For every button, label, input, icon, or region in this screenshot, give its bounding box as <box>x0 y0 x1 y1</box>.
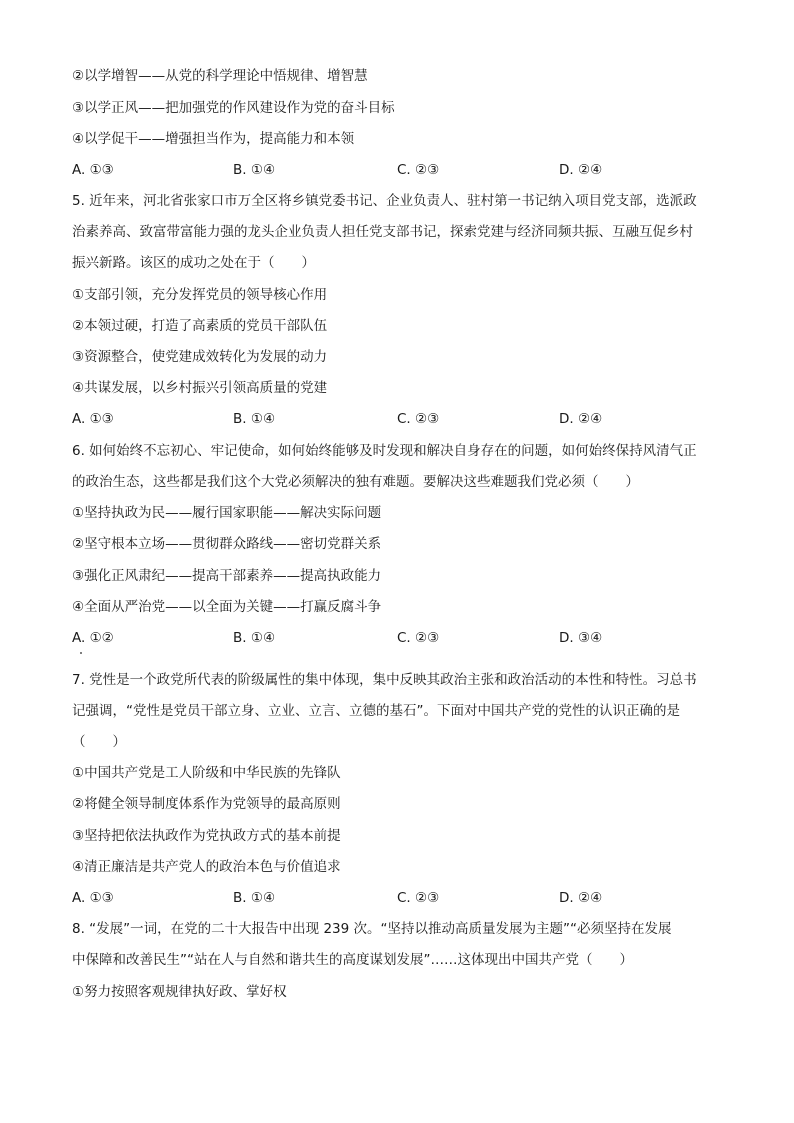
q8-stem-line-1: 8. “发展”一词，在党的二十大报告中出现 239 次。“坚持以推动高质量发展为主题”“必须坚持在发展 <box>72 921 672 937</box>
q4-option-c[interactable]: C. ②③ <box>397 162 440 178</box>
q7-option-c[interactable]: C. ②③ <box>397 890 440 906</box>
q4-option-d[interactable]: D. ②④ <box>559 162 603 178</box>
q5-option-c[interactable]: C. ②③ <box>397 411 440 427</box>
q5-item-4: ④共谋发展，以乡村振兴引领高质量的党建 <box>72 380 328 396</box>
q6-option-d[interactable]: D. ③④ <box>559 630 603 646</box>
q4-item-2: ②以学增智——从党的科学理论中悟规律、增智慧 <box>72 68 368 84</box>
q7-option-a[interactable]: A. ①③ <box>72 890 114 906</box>
q7-item-4: ④清正廉洁是共产党人的政治本色与价值追求 <box>72 859 341 875</box>
q8-stem-line-2: 中保障和改善民生”“站在人与自然和谐共生的高度谋划发展”……这体现出中国共产党（ ） <box>72 952 633 968</box>
q5-stem-line-1: 5. 近年来，河北省张家口市万全区将乡镇党委书记、企业负责人、驻村第一书记纳入项目党支部，选派政 <box>72 193 697 209</box>
q6-item-2: ②坚守根本立场——贯彻群众路线——密切党群关系 <box>72 536 382 552</box>
q7-stem-line-2: 记强调，“党性是党员干部立身、立业、立言、立德的基石”。下面对中国共产党的党性的认识正确的是 <box>72 703 680 719</box>
q4-item-4: ④以学促干——增强担当作为，提高能力和本领 <box>72 131 355 147</box>
q7-stem-line-1: 7. 党性是一个政党所代表的阶级属性的集中体现，集中反映其政治主张和政治活动的本性和特性。习总书 <box>72 672 697 688</box>
q5-item-2: ②本领过硬，打造了高素质的党员干部队伍 <box>72 318 328 334</box>
q6-item-1: ①坚持执政为民——履行国家职能——解决实际问题 <box>72 505 382 521</box>
q7-stem-line-3: （ ） <box>72 734 126 750</box>
q5-stem-line-3: 振兴新路。该区的成功之处在于（ ） <box>72 255 315 271</box>
q6-item-4: ④全面从严治党——以全面为关键——打赢反腐斗争 <box>72 599 382 615</box>
stray-dot <box>80 652 82 654</box>
q6-option-b[interactable]: B. ①④ <box>233 630 276 646</box>
q7-option-b[interactable]: B. ①④ <box>233 890 276 906</box>
q6-stem-line-2: 的政治生态，这些都是我们这个大党必须解决的独有难题。要解决这些难题我们党必须（ ） <box>72 474 639 490</box>
q5-item-3: ③资源整合，使党建成效转化为发展的动力 <box>72 349 328 365</box>
q4-item-3: ③以学正风——把加强党的作风建设作为党的奋斗目标 <box>72 100 395 116</box>
q6-options <box>72 628 712 648</box>
q5-options <box>72 409 712 429</box>
q4-options <box>72 160 712 180</box>
q5-item-1: ①支部引领，充分发挥党员的领导核心作用 <box>72 287 328 303</box>
q7-item-3: ③坚持把依法执政作为党执政方式的基本前提 <box>72 828 341 844</box>
q5-option-a[interactable]: A. ①③ <box>72 411 114 427</box>
q4-option-b[interactable]: B. ①④ <box>233 162 276 178</box>
q5-option-b[interactable]: B. ①④ <box>233 411 276 427</box>
q6-option-c[interactable]: C. ②③ <box>397 630 440 646</box>
q4-option-a[interactable]: A. ①③ <box>72 162 114 178</box>
q5-stem-line-2: 治素养高、致富带富能力强的龙头企业负责人担任党支部书记，探索党建与经济同频共振、互融互促乡村 <box>72 224 693 240</box>
q6-item-3: ③强化正风肃纪——提高干部素养——提高执政能力 <box>72 568 382 584</box>
q7-option-d[interactable]: D. ②④ <box>559 890 603 906</box>
q8-item-1: ①努力按照客观规律执好政、掌好权 <box>72 984 287 1000</box>
q6-stem-line-1: 6. 如何始终不忘初心、牢记使命，如何始终能够及时发现和解决自身存在的问题，如何始终保持风清气正 <box>72 443 697 459</box>
q7-options <box>72 888 712 908</box>
q7-item-2: ②将健全领导制度体系作为党领导的最高原则 <box>72 796 341 812</box>
q5-option-d[interactable]: D. ②④ <box>559 411 603 427</box>
q7-item-1: ①中国共产党是工人阶级和中华民族的先锋队 <box>72 765 341 781</box>
q6-option-a[interactable]: A. ①② <box>72 630 114 646</box>
